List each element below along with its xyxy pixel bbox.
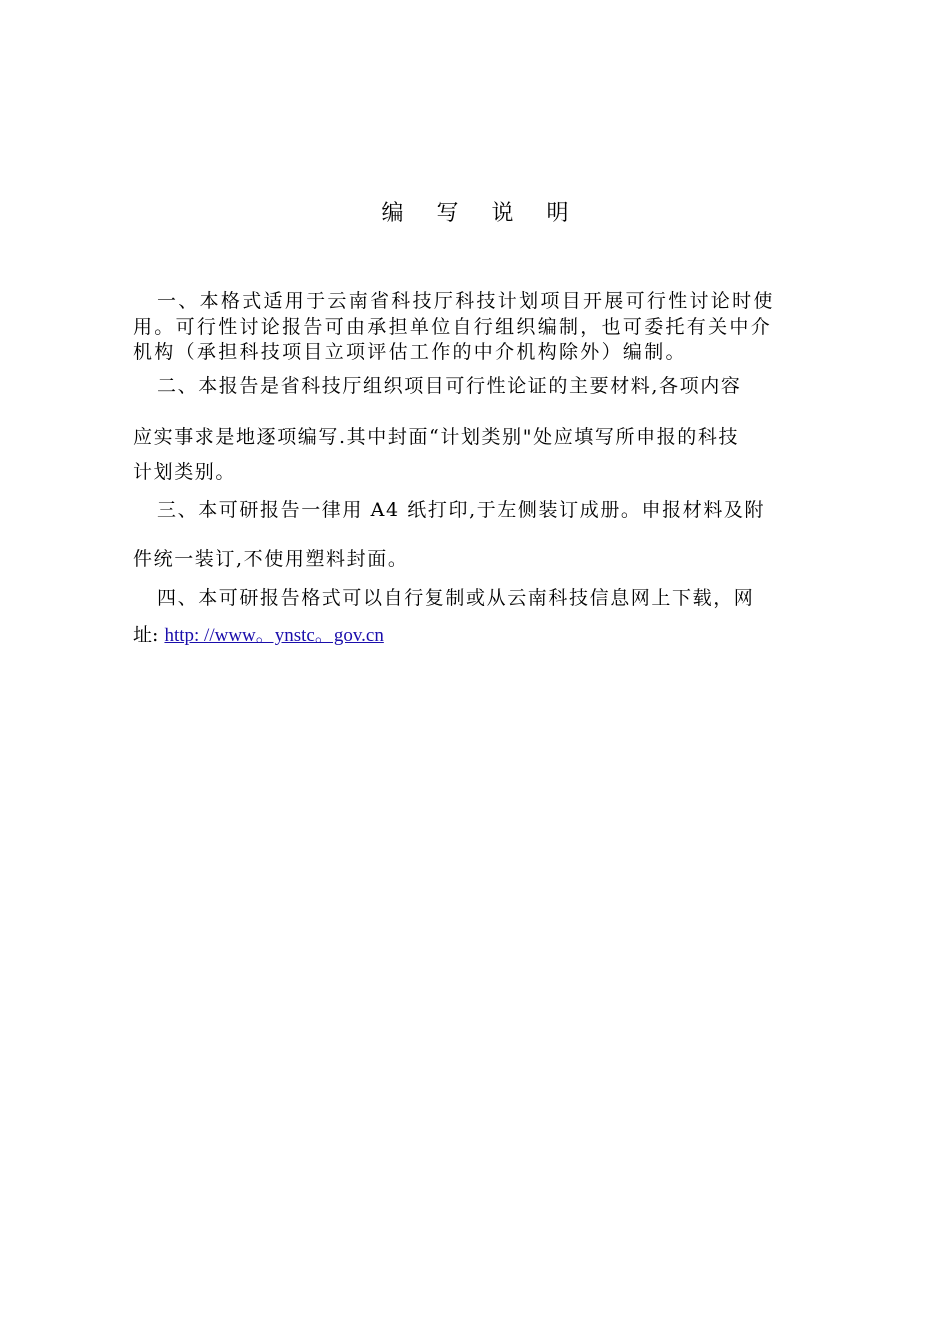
paragraph-3-line-1: 三、本可研报告一律用 A4 纸打印,于左侧装订成册。申报材料及附 — [157, 499, 766, 521]
paragraph-3-line-2: 件统一装订,不使用塑料封面。 — [133, 548, 409, 570]
website-link[interactable]: http: //www。ynstc。gov.cn — [164, 625, 384, 646]
paragraph-4-line-1: 四、本可研报告格式可以自行复制或从云南科技信息网上下载，网 — [157, 587, 755, 609]
url-prefix: 址: — [133, 624, 165, 646]
paragraph-1-line-3: 机构（承担科技项目立项评估工作的中介机构除外）编制。 — [133, 341, 687, 363]
paragraph-2-line-1: 二、本报告是省科技厅组织项目可行性论证的主要材料,各项内容 — [157, 375, 742, 397]
paragraph-4-line-2 — [133, 622, 855, 649]
paragraph-1-line-2: 用。可行性讨论报告可由承担单位自行组织编制，也可委托有关中介 — [133, 316, 773, 338]
paragraph-1-line-1: 一、本格式适用于云南省科技厅科技计划项目开展可行性讨论时使 — [157, 290, 775, 312]
paragraph-2-line-2: 应实事求是地逐项编写.其中封面“计划类别"处应填写所申报的科技 — [133, 426, 740, 448]
paragraph-2-line-3: 计划类别。 — [133, 461, 237, 483]
page-title: 编 写 说 明 — [381, 201, 582, 226]
